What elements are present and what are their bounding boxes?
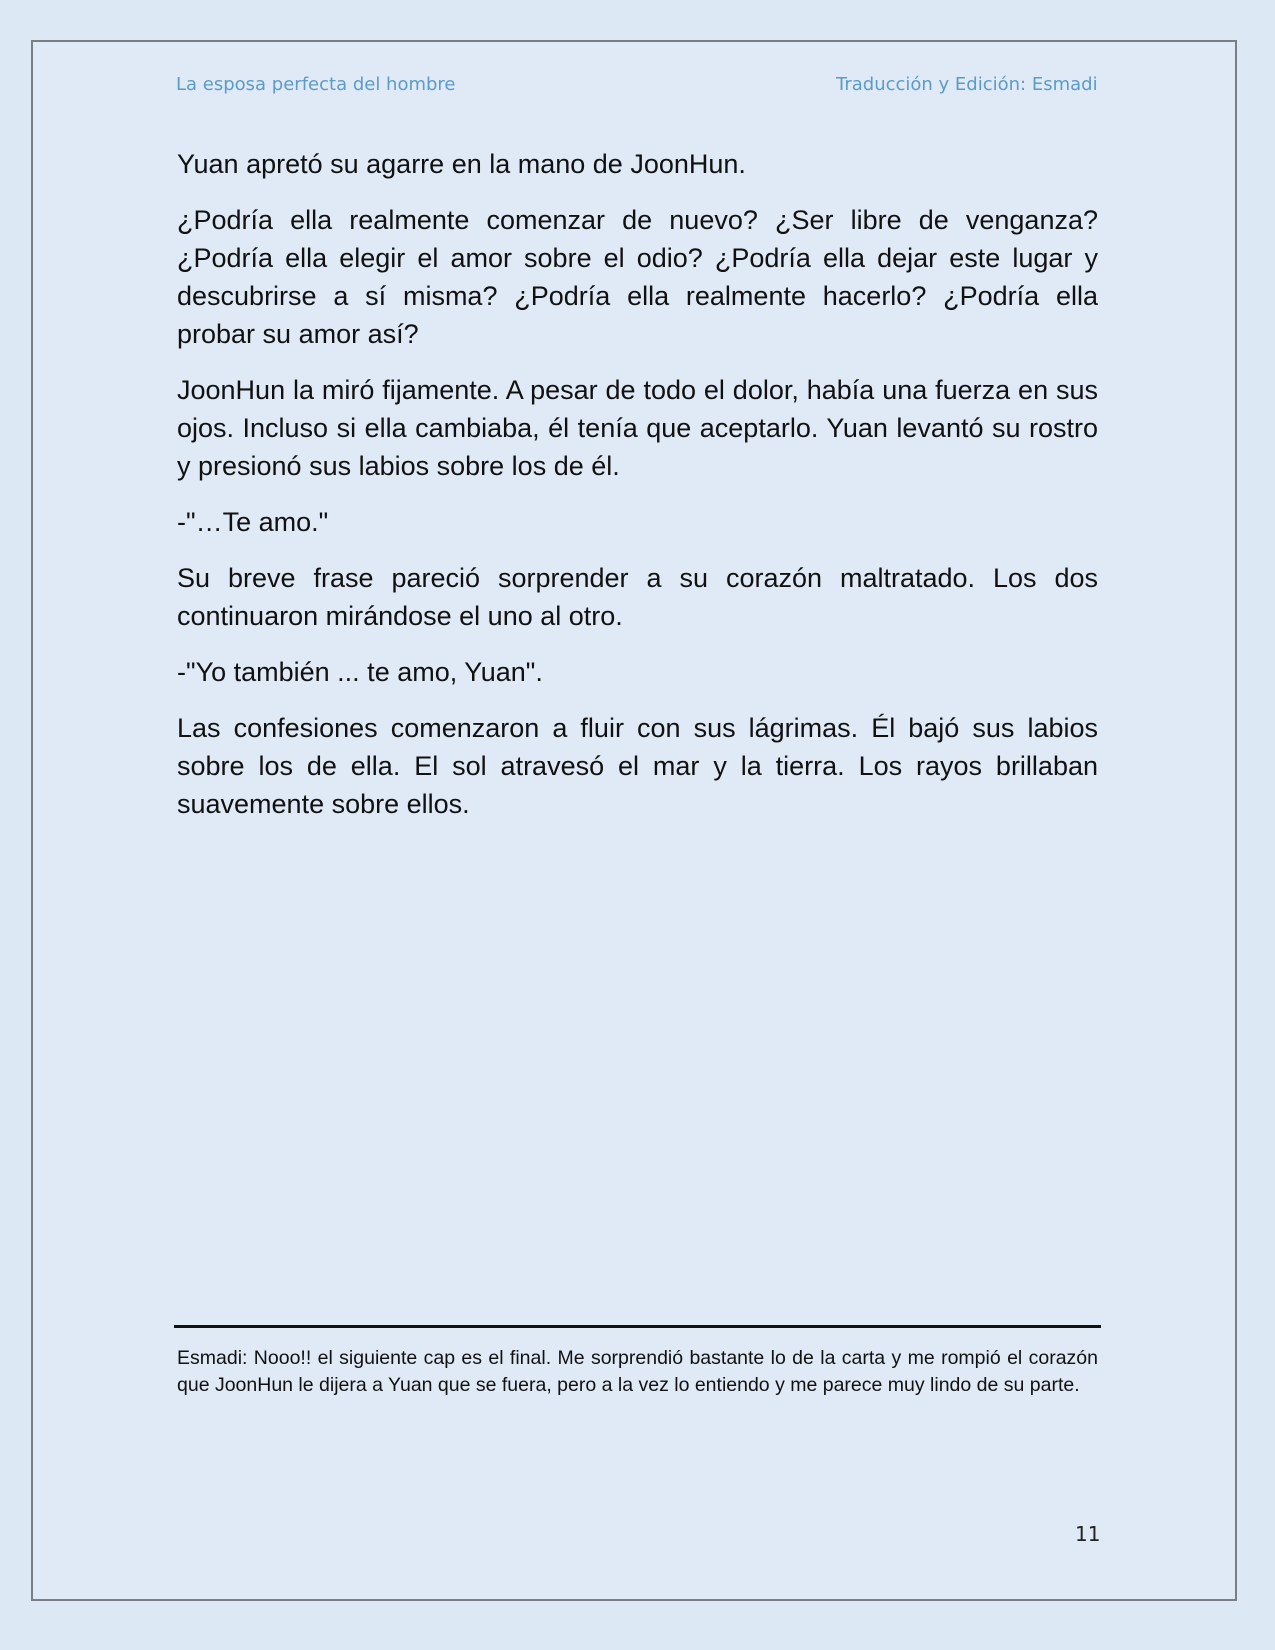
paragraph: -"…Te amo." [177, 507, 329, 537]
footnote: Esmadi: Nooo!! el siguiente cap es el final. Me sorprendió bastante lo de la carta y me rompió el corazón que JoonHun le dijera a Yuan que se fuera, pero a la vez lo entiendo y me parece muy lindo de su parte. [177, 1347, 1098, 1396]
header-credit: Traducción y Edición: Esmadi [836, 74, 1098, 95]
paragraph: JoonHun la miró fijamente. A pesar de todo el dolor, había una fuerza en sus ojos. Incluso si ella cambiaba, él tenía que aceptarlo. Yuan levantó su rostro y presionó sus labios sobre los de él. [177, 375, 1098, 481]
page-number: 11 [1075, 1522, 1101, 1546]
paragraph: -"Yo también ... te amo, Yuan". [177, 657, 543, 687]
body-text [177, 145, 1098, 841]
paragraph: Las confesiones comenzaron a fluir con sus lágrimas. Él bajó sus labios sobre los de ella. El sol atravesó el mar y la tierra. Los rayos brillaban suavemente sobre ellos. [177, 713, 1098, 819]
paragraph: Su breve frase pareció sorprender a su corazón maltratado. Los dos continuaron mirándose el uno al otro. [177, 563, 1098, 631]
paragraph: ¿Podría ella realmente comenzar de nuevo? ¿Ser libre de venganza? ¿Podría ella elegir el amor sobre el odio? ¿Podría ella dejar este lugar y descubrirse a sí misma? ¿Podría ella realmente hacerlo? ¿Podría ella probar su amor así? [177, 205, 1098, 349]
header-title: La esposa perfecta del hombre [176, 74, 456, 95]
paragraph: Yuan apretó su agarre en la mano de JoonHun. [177, 149, 746, 179]
footnote-separator [174, 1325, 1101, 1328]
